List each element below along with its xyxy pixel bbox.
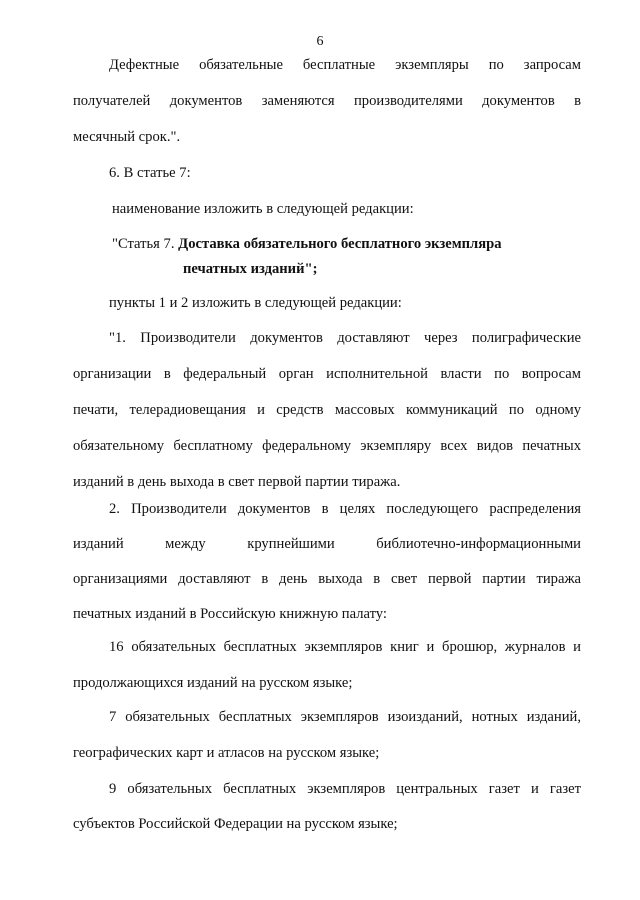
text-line: географических карт и атласов на русском языке; — [73, 745, 380, 761]
paragraph-defective-copies-cont — [73, 91, 581, 111]
item-6-heading — [109, 163, 409, 183]
text-line: изданий между крупнейшими библиотечно-информационными — [73, 536, 581, 552]
point-1-first-line — [109, 328, 581, 348]
text-line: месячный срок.". — [73, 129, 181, 145]
text-line: 6. В статье 7: — [109, 165, 191, 181]
article-title-line — [112, 234, 552, 254]
article-7-title-cont — [183, 259, 483, 279]
point-1-body — [73, 364, 581, 492]
paragraph-points-change — [109, 293, 509, 313]
text-line: пункты 1 и 2 изложить в следующей редакции: — [109, 295, 402, 311]
text-line: организации в федеральный орган исполнительной власти по вопросам — [73, 366, 581, 382]
paragraph-name-change — [112, 199, 512, 219]
text-line: продолжающихся изданий на русском языке; — [73, 675, 353, 691]
paragraph-7-copies — [109, 707, 581, 727]
text-line: Дефектные обязательные бесплатные экземпляры по запросам — [109, 57, 581, 73]
paragraph-16-copies-cont — [73, 673, 581, 693]
text-line: "1. Производители документов доставляют через полиграфические — [109, 330, 581, 346]
paragraph-defective-copies — [109, 55, 581, 75]
text-line: наименование изложить в следующей редакции: — [112, 201, 414, 217]
article-label: "Статья 7. — [112, 236, 175, 252]
paragraph-7-copies-cont — [73, 743, 581, 763]
text-line: изданий в день выхода в свет первой партии тиража. — [73, 474, 401, 490]
text-line: 7 обязательных бесплатных экземпляров изоизданий, нотных изданий, — [109, 709, 581, 725]
paragraph-16-copies — [109, 637, 581, 657]
text-line: 2. Производители документов в целях последующего распределения — [109, 501, 581, 517]
text-line: печатных изданий в Российскую книжную палату: — [73, 606, 387, 622]
page-number: 6 — [316, 34, 324, 49]
text-line: субъектов Российской Федерации на русском языке; — [73, 816, 398, 832]
paragraph-defective-copies-end — [73, 127, 581, 147]
paragraph-9-copies-cont — [73, 814, 581, 834]
point-2-body — [73, 534, 581, 624]
text-line: получателей документов заменяются производителями документов в — [73, 93, 581, 109]
text-line: печати, телерадиовещания и средств массовых коммуникаций по одному — [73, 402, 581, 418]
article-7-title — [112, 234, 552, 254]
point-2-first-line — [109, 499, 581, 519]
text-line: обязательному бесплатному федеральному экземпляру всех видов печатных — [73, 438, 581, 454]
text-line: организациями доставляют в день выхода в свет первой партии тиража — [73, 571, 581, 587]
article-title-bold: Доставка обязательного бесплатного экземпляра — [178, 236, 502, 252]
paragraph-9-copies — [109, 779, 581, 799]
text-line: 16 обязательных бесплатных экземпляров книг и брошюр, журналов и — [109, 639, 581, 655]
text-line: 9 обязательных бесплатных экземпляров центральных газет и газет — [109, 781, 581, 797]
article-title-bold-cont: печатных изданий"; — [183, 261, 318, 277]
